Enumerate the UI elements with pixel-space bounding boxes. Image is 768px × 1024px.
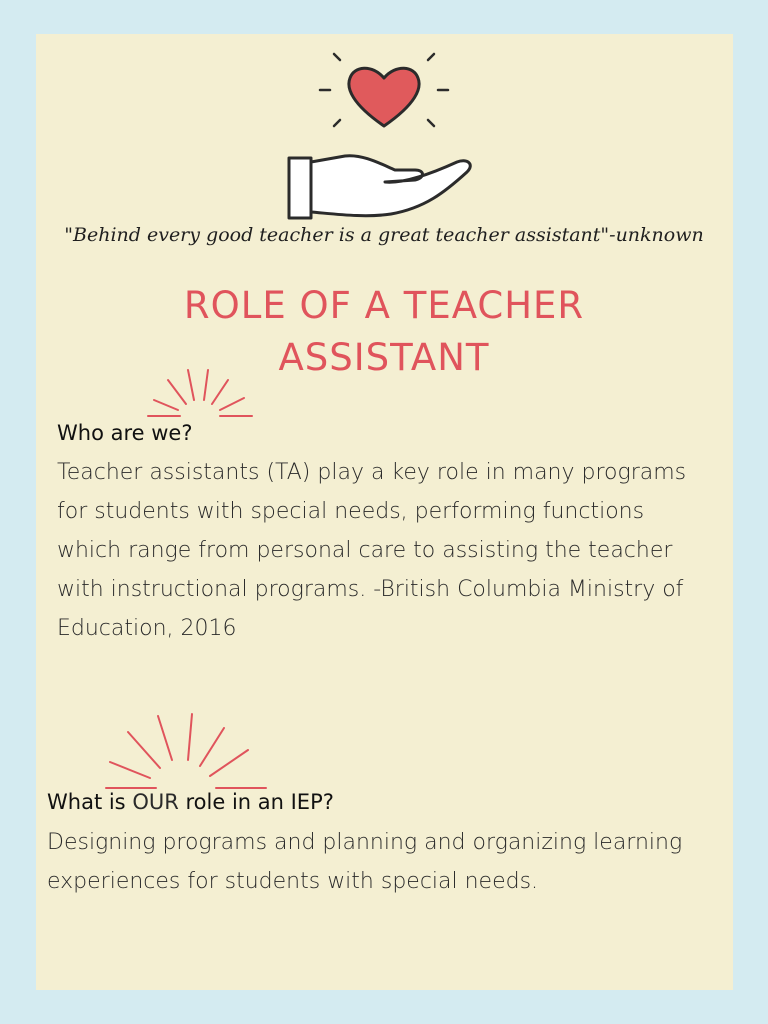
heading-text-before: What is [47, 790, 133, 814]
quote-text: "Behind every good teacher is a great teacher assistant"-unknown [64, 224, 704, 246]
section-body-who: Teacher assistants (TA) play a key role in many programs for students with special needs, performing functions which range from personal care to assisting the teacher with instructional programs. -British Columbia Ministry of Education, 2016 [57, 460, 687, 641]
title-line-2: ASSISTANT [278, 336, 490, 379]
page-title [0, 280, 768, 384]
section-heading-who: Who are we? [57, 421, 193, 445]
heading-text-after: role in an IEP? [178, 790, 334, 814]
sunburst-icon [140, 366, 260, 422]
section-body-role: Designing programs and planning and organizing learning experiences for students with special needs. [47, 830, 683, 894]
title-line-1: ROLE OF A TEACHER [183, 284, 585, 327]
heading-emphasis: OUR [132, 790, 179, 814]
sunburst-icon [100, 710, 272, 794]
heart-icon [312, 48, 456, 132]
section-heading-role [47, 790, 334, 814]
open-hand-icon [285, 148, 485, 224]
